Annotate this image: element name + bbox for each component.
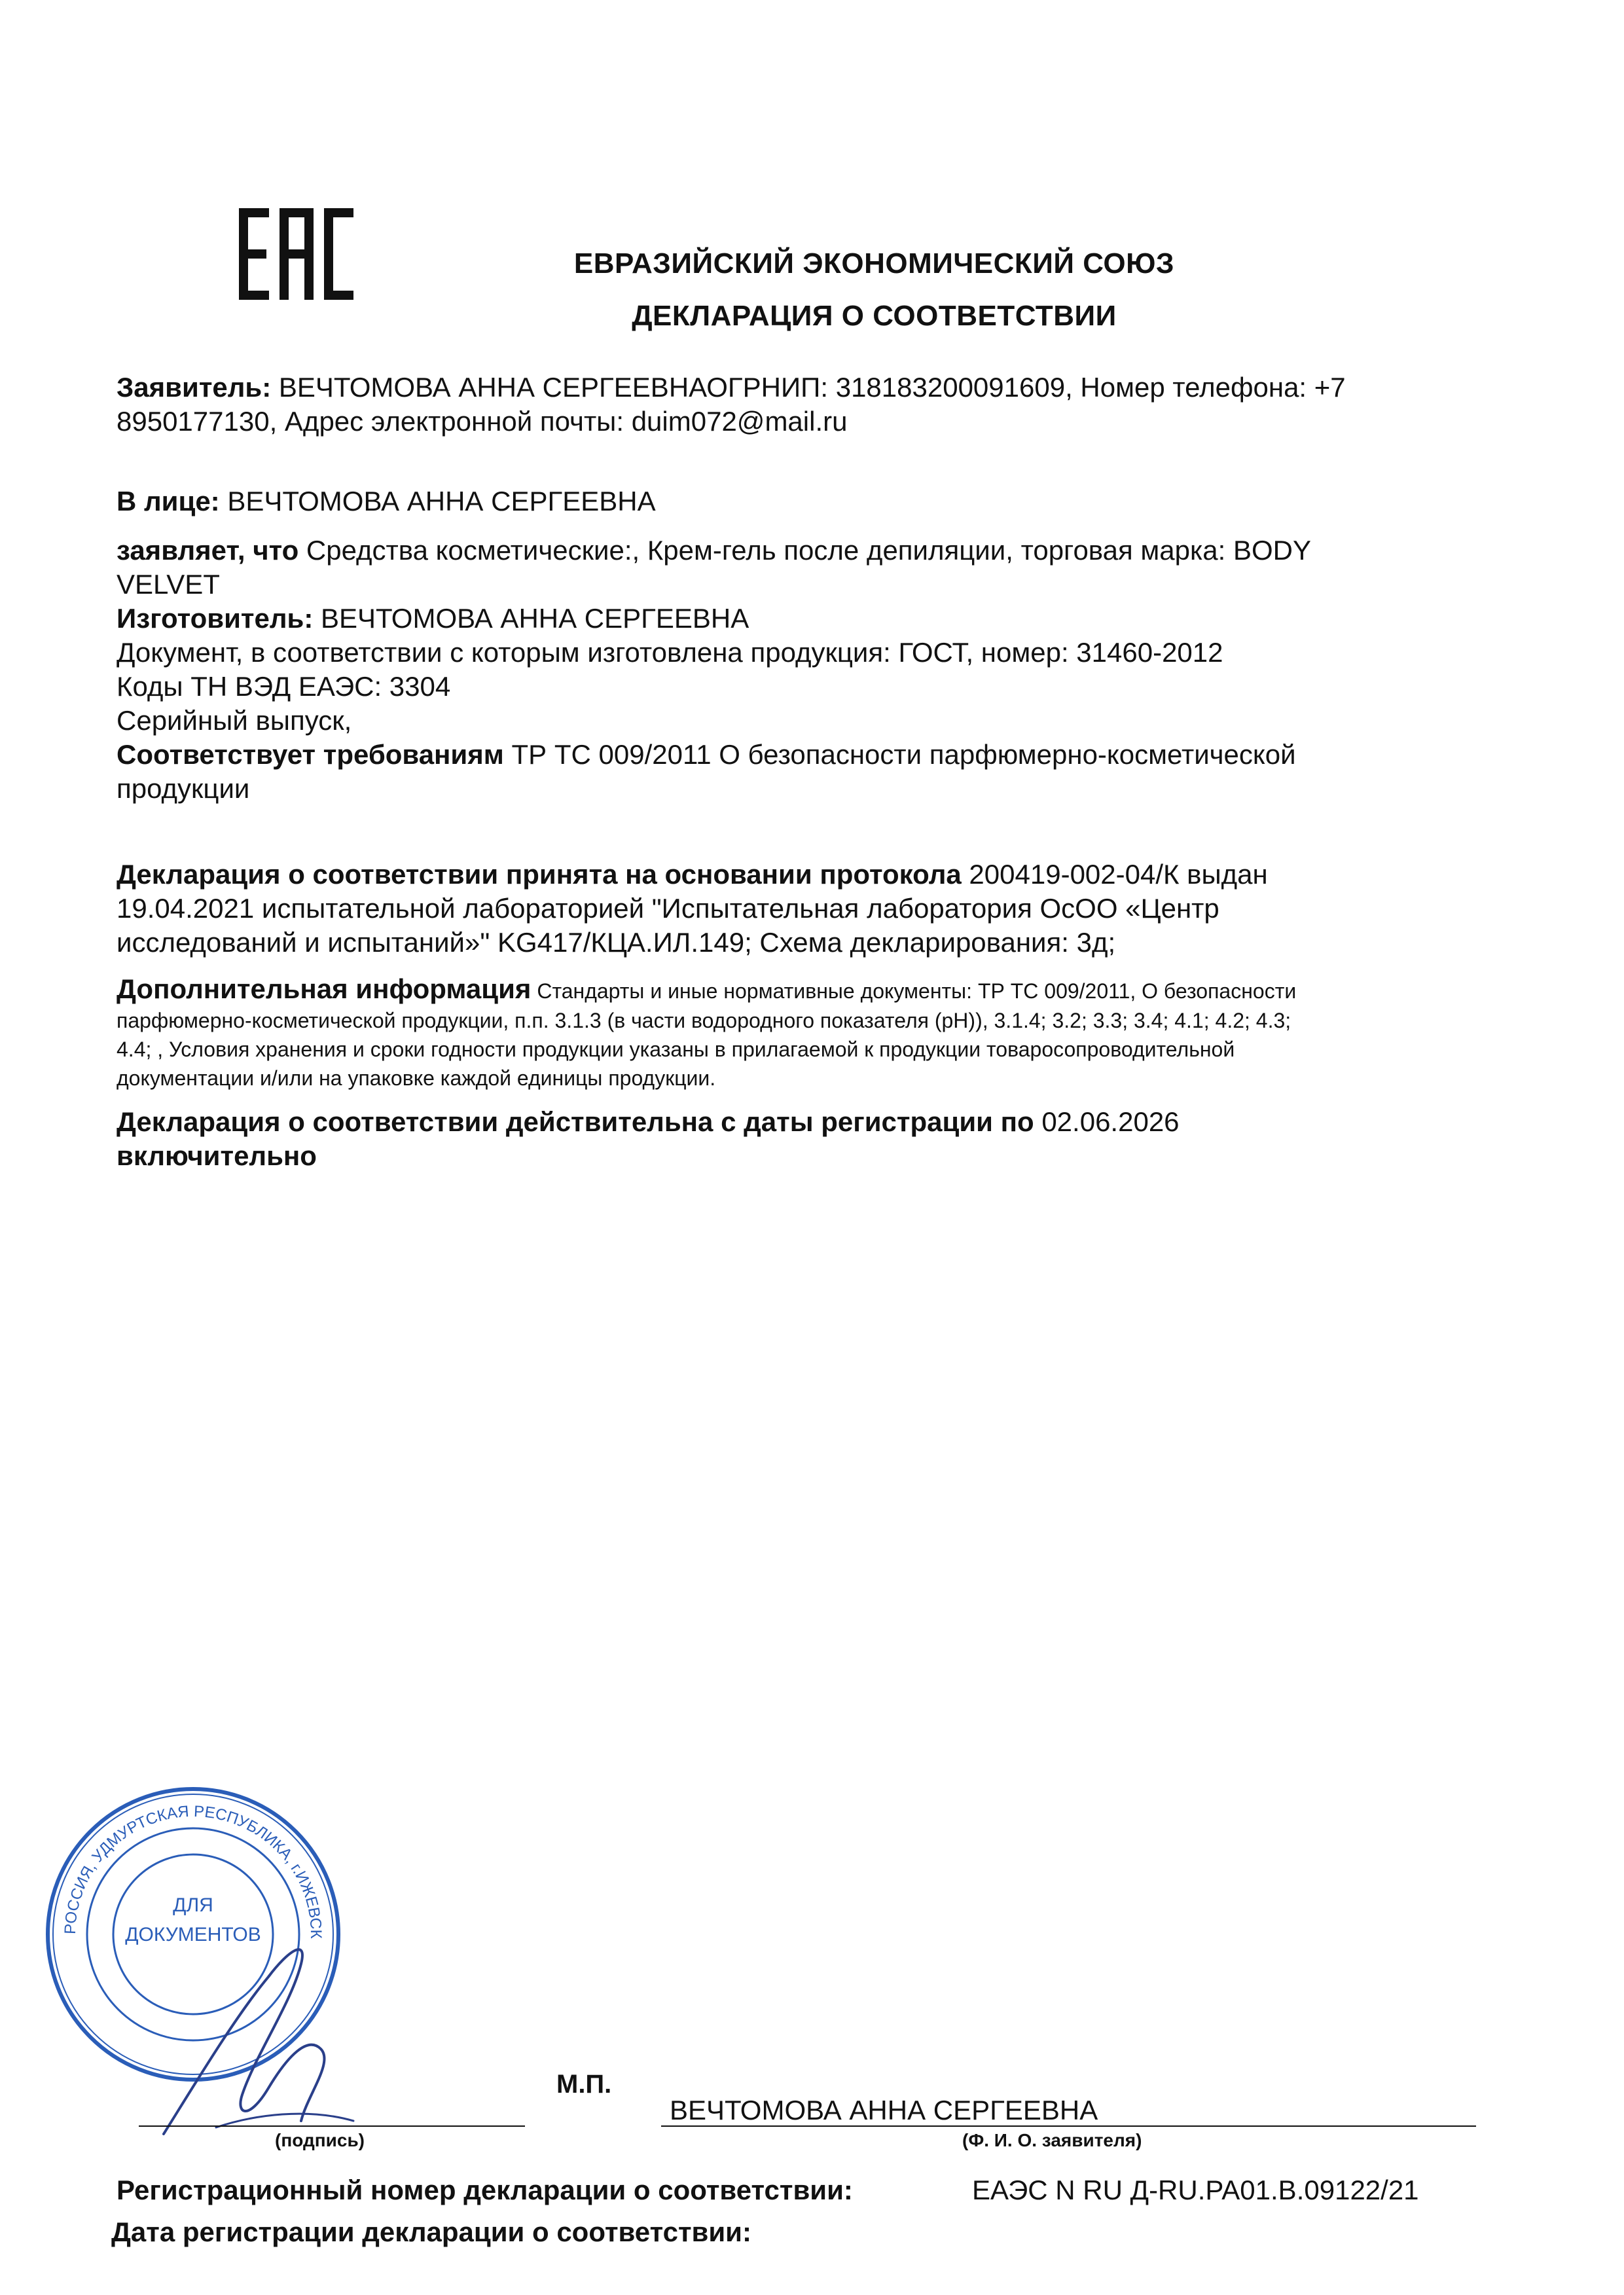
additional-line2: парфюмерно-косметической продукции, п.п. 3.1.3 (в части водородного показателя (pH)), 3.1.4; 3.2; 3.3; 3.4; 4.1; 4.2; 4.3; bbox=[117, 1009, 1291, 1032]
conformity-line2: продукции bbox=[117, 773, 250, 804]
declares-label: заявляет, что bbox=[117, 535, 299, 566]
applicant-label: Заявитель: bbox=[117, 372, 272, 403]
person-value: ВЕЧТОМОВА АННА СЕРГЕЕВНА bbox=[219, 486, 656, 516]
additional-line3: 4.4; , Условия хранения и сроки годности продукции указаны в прилагаемой к продукции товаросопроводительной bbox=[117, 1038, 1235, 1061]
registration-number-value: ЕАЭС N RU Д-RU.PA01.B.09122/21 bbox=[972, 2175, 1419, 2205]
document-line: Документ, в соответствии с которым изготовлена продукция: ГОСТ, номер: 31460-2012 bbox=[117, 637, 1223, 668]
protocol-block bbox=[117, 858, 1517, 960]
protocol-line3: исследований и испытаний»" KG417/КЦА.ИЛ.149; Схема декларирования: 3д; bbox=[117, 927, 1116, 958]
codes-line: Коды ТН ВЭД ЕАЭС: 3304 bbox=[117, 671, 451, 702]
additional-line1: Стандарты и иные нормативные документы: ТР ТС 009/2011, О безопасности bbox=[531, 979, 1297, 1003]
protocol-line2: 19.04.2021 испытательной лабораторией "Испытательная лаборатория ОсОО «Центр bbox=[117, 893, 1219, 924]
declares-block bbox=[117, 533, 1517, 806]
document-title: ДЕКЛАРАЦИЯ О СООТВЕТСТВИИ bbox=[632, 300, 1117, 332]
seal-place-label: М.П. bbox=[556, 2070, 612, 2099]
person-block bbox=[117, 484, 1517, 518]
additional-label: Дополнительная информация bbox=[117, 973, 532, 1004]
manufacturer-label: Изготовитель: bbox=[117, 603, 314, 634]
protocol-label: Декларация о соответствии принята на основании протокола bbox=[117, 859, 962, 890]
protocol-line1: 200419-002-04/К выдан bbox=[961, 859, 1268, 890]
name-caption: (Ф. И. О. заявителя) bbox=[962, 2130, 1142, 2150]
validity-label: Декларация о соответствии действительна с даты регистрации по bbox=[117, 1106, 1034, 1137]
handwritten-signature bbox=[137, 1925, 412, 2141]
name-line bbox=[661, 2125, 1476, 2127]
person-label: В лице: bbox=[117, 486, 220, 516]
serial-line: Серийный выпуск, bbox=[117, 705, 352, 736]
applicant-line2: 8950177130, Адрес электронной почты: duim072@mail.ru bbox=[117, 406, 848, 437]
applicant-name: ВЕЧТОМОВА АННА СЕРГЕЕВНА bbox=[670, 2095, 1098, 2125]
stamp-center2: ДОКУМЕНТОВ bbox=[125, 1924, 261, 1945]
signature-line bbox=[139, 2125, 525, 2127]
validity-date: 02.06.2026 bbox=[1034, 1106, 1180, 1137]
declares-line1: Средства косметические:, Крем-гель после депиляции, торговая марка: BODY bbox=[298, 535, 1312, 566]
union-title: ЕВРАЗИЙСКИЙ ЭКОНОМИЧЕСКИЙ СОЮЗ bbox=[573, 247, 1175, 280]
signature-caption: (подпись) bbox=[275, 2130, 365, 2150]
conformity-label: Соответствует требованиям bbox=[117, 739, 504, 770]
applicant-block bbox=[117, 370, 1517, 439]
registration-number-label: Регистрационный номер декларации о соответствии: bbox=[117, 2175, 853, 2205]
validity-block bbox=[117, 1105, 1517, 1173]
registration-date-label: Дата регистрации декларации о соответствии: bbox=[111, 2216, 751, 2247]
applicant-line1: ВЕЧТОМОВА АННА СЕРГЕЕВНАОГРНИП: 318183200091609, Номер телефона: +7 bbox=[271, 372, 1346, 403]
conformity-line1: ТР ТС 009/2011 О безопасности парфюмерно-косметической bbox=[503, 739, 1296, 770]
declares-line2: VELVET bbox=[117, 569, 220, 600]
additional-line4: документации и/или на упаковке каждой единицы продукции. bbox=[117, 1066, 716, 1090]
stamp-outer-text: РОССИЯ, УДМУРТСКАЯ РЕСПУБЛИКА, г.ИЖЕВСК bbox=[61, 1802, 325, 1939]
validity-line2: включительно bbox=[117, 1140, 317, 1171]
manufacturer-value: ВЕЧТОМОВА АННА СЕРГЕЕВНА bbox=[313, 603, 749, 634]
stamp-center1: ДЛЯ bbox=[173, 1894, 213, 1916]
additional-block bbox=[117, 972, 1517, 1093]
